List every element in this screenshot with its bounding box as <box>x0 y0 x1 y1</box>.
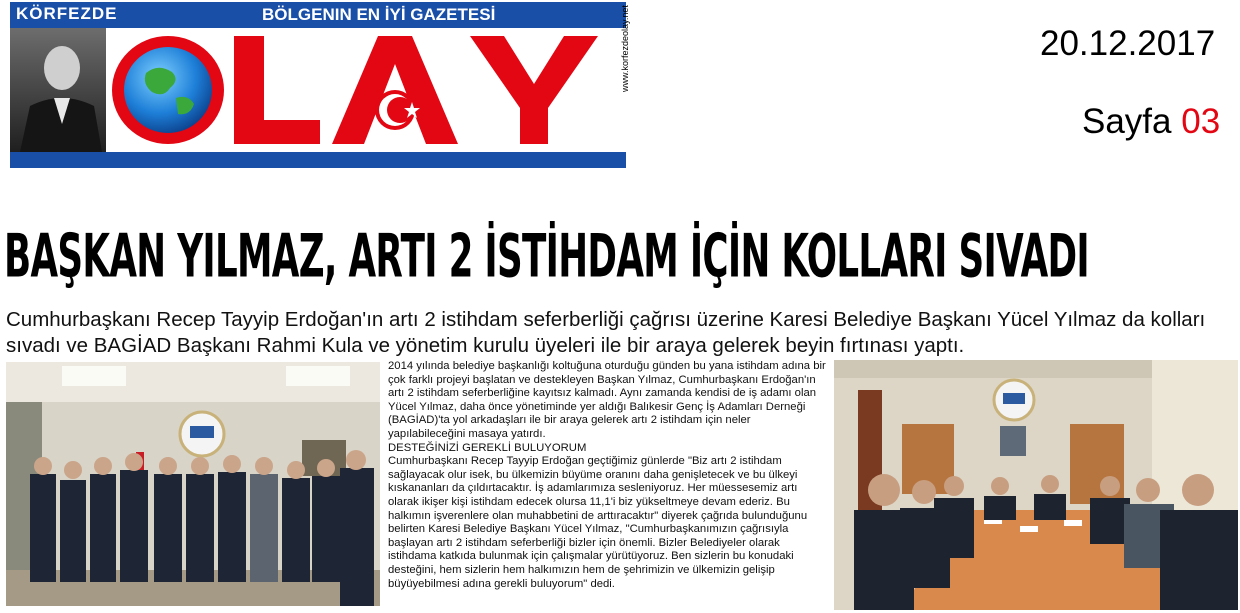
masthead-brand: KÖRFEZDE <box>16 4 118 23</box>
portrait-silhouette-icon <box>10 28 106 152</box>
masthead-bottom-bar <box>10 152 626 168</box>
bagiad-logo-left <box>190 426 214 438</box>
bagiad-logo-right <box>1003 393 1025 404</box>
article-paragraph-1: 2014 yılında belediye başkanlığı koltuğuna oturduğu günden bu yana istihdam adına bir çok farklı projeyi başlatan ve destekleyen Başkan Yılmaz, Cumhurbaşkanı Erdoğan'ın artı 2 istihdam seferberliğine kayıtsız kalmadı. Aynı zamanda kendisi de iş adamı olan Yücel Yılmaz, daha önce yönetiminde yer aldığı Balıkesir Genç İş Adamları Derneği (BAGİAD)'ta yol arkadaşları ile bir araya gelerek artı 2 istihdam için neler yapılabileceğini masaya yatırdı. <box>388 360 826 440</box>
article-lead: Cumhurbaşkanı Recep Tayyip Erdoğan'ın artı 2 istihdam seferberliği çağrısı üzerine Karesi Belediye Başkanı Yücel Yılmaz da kolları sıvadı ve BAGİAD Başkanı Rahmi Kula ve yönetim kurulu üyeleri ile bir araya gelerek beyin fırtınası yaptı. <box>6 308 1206 357</box>
page-label-text: Sayfa <box>1082 102 1172 141</box>
olay-logo <box>106 28 620 152</box>
article-subhead: DESTEĞİNİZİ GEREKLİ BULUYORUM <box>388 441 587 454</box>
article-headline: BAŞKAN YILMAZ, ARTI 2 İSTİHDAM İÇİN KOLLARI SIVADI <box>4 222 1090 292</box>
page-number-value: 03 <box>1181 102 1221 141</box>
masthead-portrait-photo <box>10 28 106 152</box>
masthead-url: www.korfezdeolay.net <box>620 5 630 92</box>
meeting-photo-right <box>834 360 1238 610</box>
article-paragraph-2: Cumhurbaşkanı Recep Tayyip Erdoğan geçtiğimiz günlerde "Biz artı 2 istihdam sağlayacak olur isek, bu ülkemizin büyüme oranını daha genişletecek ve bu ülkeyi kıskananları da çıldırtacaktır. İş adamlarımıza sesleniyoruz. Her müessesemiz artı olarak ikişer kişi istihdam edecek olursa 11,1'i biz yükseltmeye devam ederiz. Bu halkımın işverenlere olan muhabbetini de arttıracaktır" diyerek çağrıda bulunduğunu belirten Karesi Belediye Başkanı Yücel Yılmaz, "Cumhurbaşkanımızın çağrısıyla başlayan artı 2 istihdam seferberliği bizler için önemli. Bizler Belediyeler olarak istihdama katkıda bulunmak için çalışmalar yürütüyoruz. Ben sizlerin bu konudaki desteğini, hem sizlerin hem halkımızın hem de şehrimizin ve ülkemizin gelişip büyüyebilmesi adına gerekli buluyorum" dedi. <box>388 455 808 590</box>
group-photo-left <box>6 362 380 606</box>
page-number <box>1082 102 1220 142</box>
article-body <box>388 360 828 591</box>
issue-date: 20.12.2017 <box>1040 24 1216 63</box>
masthead <box>10 2 630 168</box>
masthead-slogan: BÖLGENIN EN İYİ GAZETESİ <box>262 5 496 24</box>
